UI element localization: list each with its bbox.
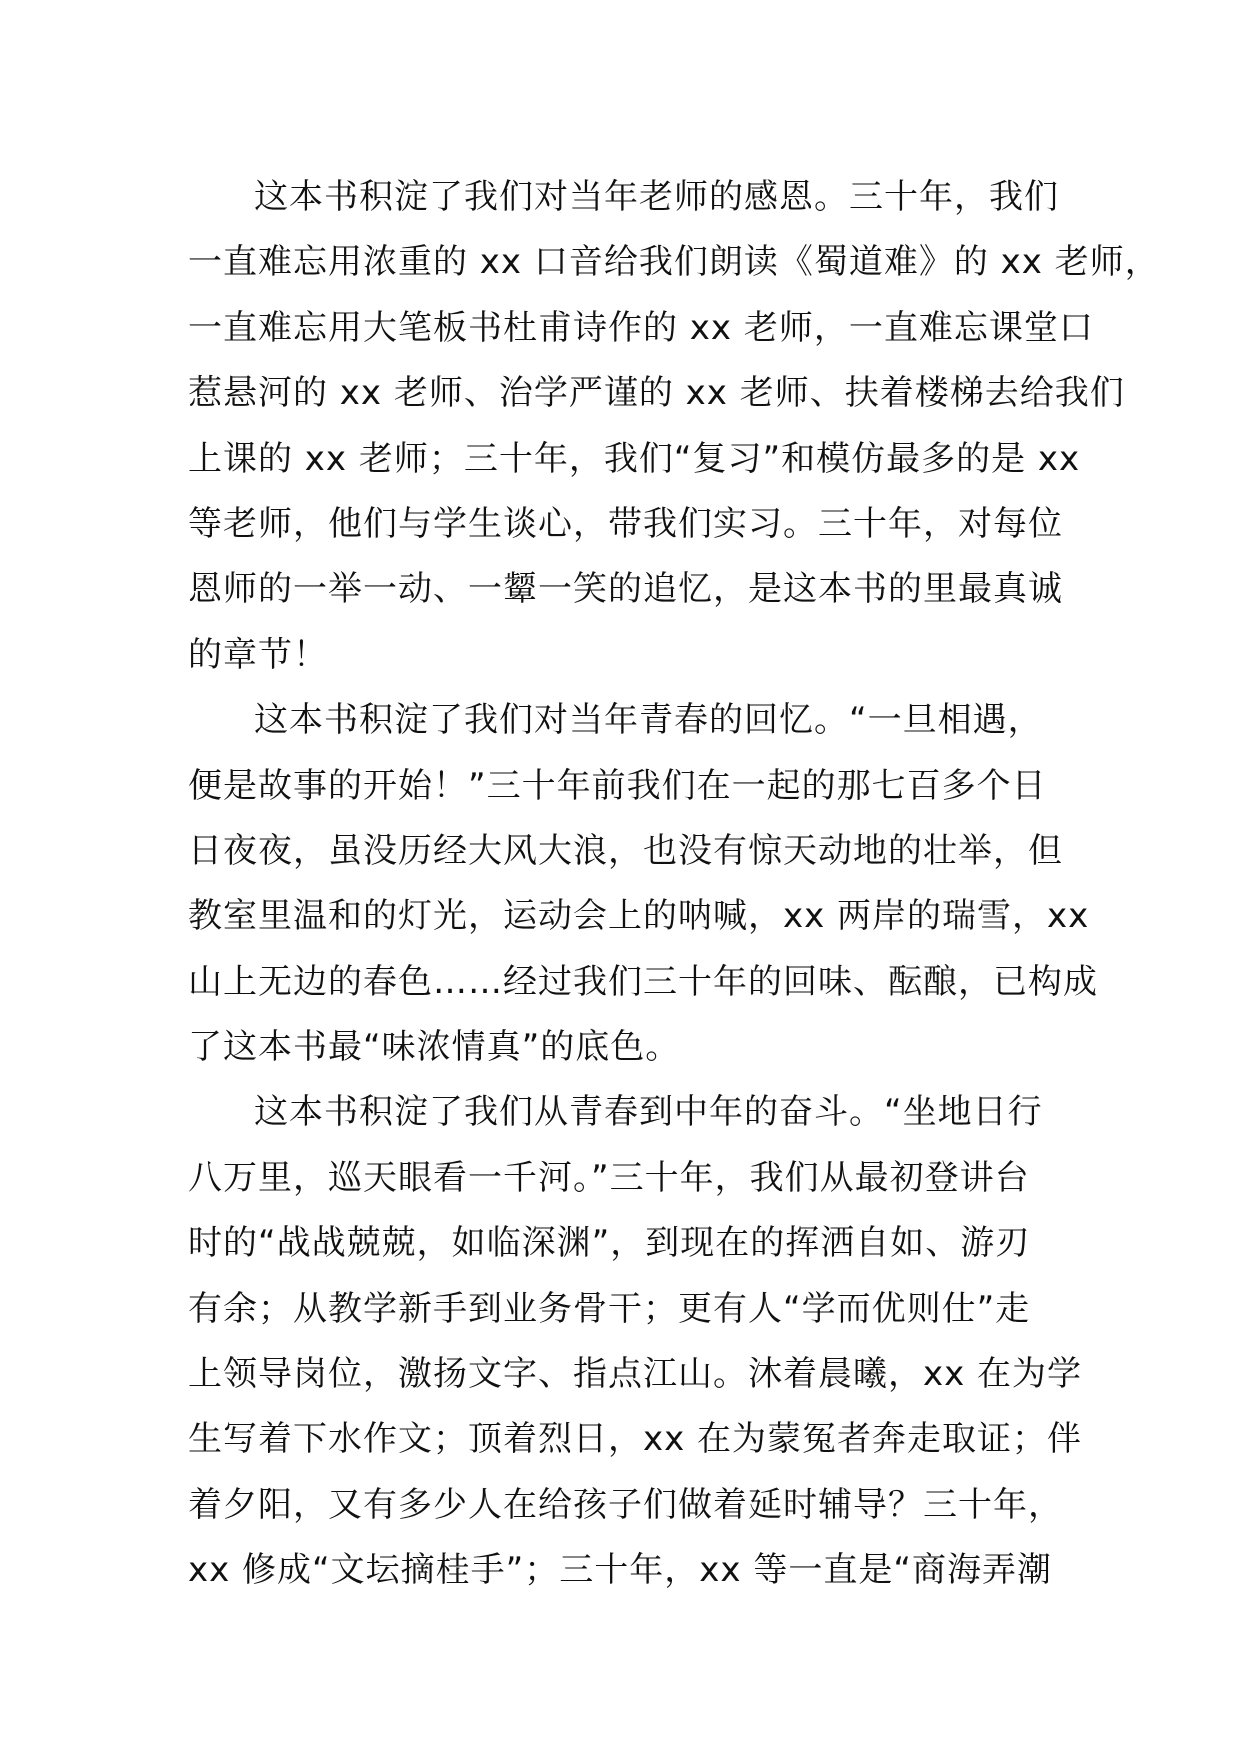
text-line: 惹悬河的 xx 老师、治学严谨的 xx 老师、扶着楼梯去给我们	[188, 373, 1125, 414]
text-line: 时的“战战兢兢，如临深渊”，到现在的挥洒自如、游刃	[188, 1223, 1031, 1264]
text-line: 了这本书最“味浓情真”的底色。	[188, 1027, 681, 1068]
text-line: 这本书积淀了我们从青春到中年的奋斗。“坐地日行	[254, 1092, 1043, 1133]
text-line: 日夜夜，虽没历经大风大浪，也没有惊天动地的壮举，但	[188, 830, 1063, 871]
text-line: 恩师的一举一动、一颦一笑的追忆，是这本书的里最真诚	[188, 569, 1063, 610]
text-line: 有余；从教学新手到业务骨干；更有人“学而优则仕”走	[188, 1288, 1031, 1329]
text-line: 上课的 xx 老师；三十年，我们“复习”和模仿最多的是 xx	[188, 438, 1081, 479]
text-line: 这本书积淀了我们对当年老师的感恩。三十年，我们	[254, 177, 1059, 217]
text-line: 生写着下水作文；顶着烈日，xx 在为蒙冤者奔走取证；伴	[188, 1419, 1083, 1460]
text-line: 着夕阳，又有多少人在给孩子们做着延时辅导？三十年，	[188, 1484, 1063, 1525]
text-line: 八万里，巡天眼看一千河。”三十年，我们从最初登讲台	[188, 1157, 1030, 1198]
paragraph-teachers	[188, 165, 1160, 688]
text-line: 上领导岗位，激扬文字、指点江山。沐着晨曦，xx 在为学	[188, 1354, 1083, 1395]
document-body	[188, 165, 1160, 1604]
text-line: xx 修成“文坛摘桂手”；三十年，xx 等一直是“商海弄潮	[188, 1550, 1052, 1591]
text-line: 一直难忘用浓重的 xx 口音给我们朗读《蜀道难》的 xx 老师，	[188, 242, 1160, 283]
text-line: 这本书积淀了我们对当年青春的回忆。“一旦相遇，	[254, 700, 1043, 741]
paragraph-struggle	[188, 1080, 1088, 1603]
text-line: 一直难忘用大笔板书杜甫诗作的 xx 老师，一直难忘课堂口	[188, 307, 1094, 348]
text-line: 等老师，他们与学生谈心，带我们实习。三十年，对每位	[188, 503, 1063, 544]
text-line: 教室里温和的灯光，运动会上的呐喊，xx 两岸的瑞雪，xx	[188, 896, 1090, 937]
text-line: 山上无边的春色……经过我们三十年的回味、酝酿，已构成	[188, 961, 1098, 1002]
paragraph-youth	[188, 688, 1098, 1080]
text-line: 便是故事的开始！”三十年前我们在一起的那七百多个日	[188, 765, 1047, 806]
text-line: 的章节！	[188, 634, 328, 675]
